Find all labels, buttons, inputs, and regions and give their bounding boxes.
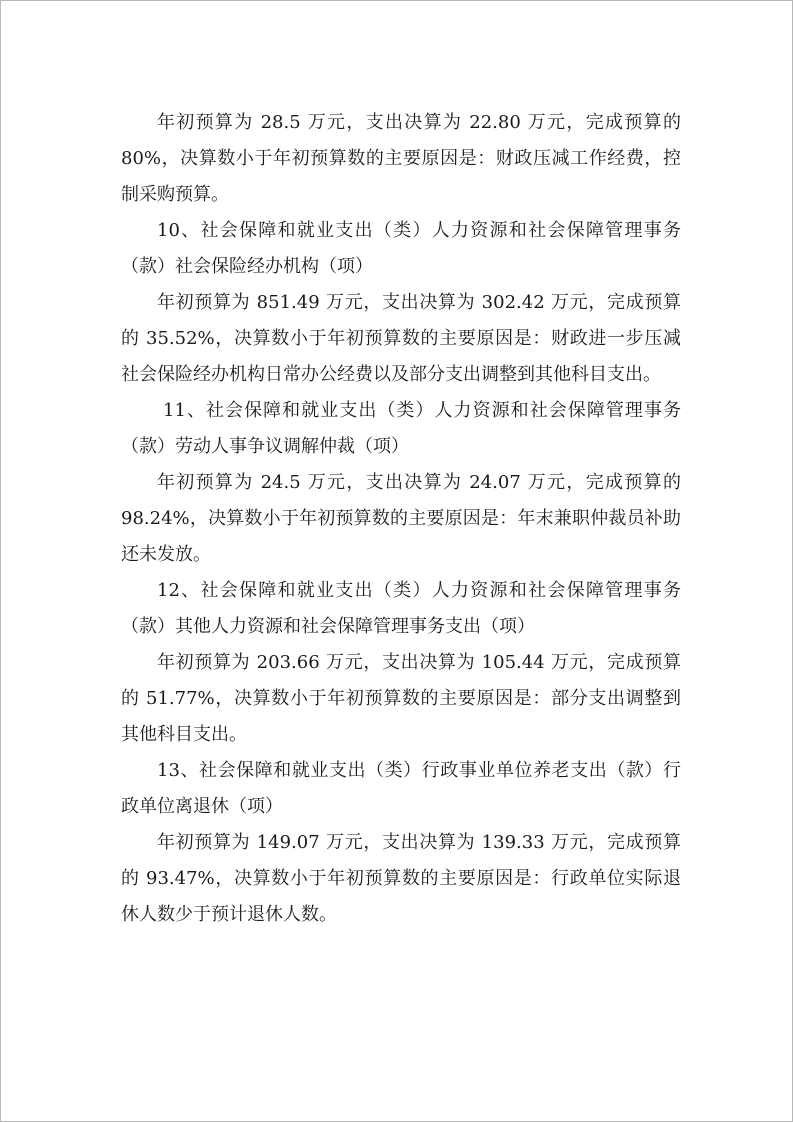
- paragraph-item-12-budget: 年初预算为 203.66 万元，支出决算为 105.44 万元，完成预算的 51.77%，决算数小于年初预算数的主要原因是：部分支出调整到其他科目支出。: [121, 652, 681, 745]
- paragraph-item-13-budget: 年初预算为 149.07 万元，支出决算为 139.33 万元，完成预算的 93.47%，决算数小于年初预算数的主要原因是：行政单位实际退休人数少于预计退休人数。: [121, 832, 681, 925]
- heading-item-12: 12、社会保障和就业支出（类）人力资源和社会保障管理事务（款）其他人力资源和社会保障管理事务支出（项）: [121, 580, 681, 637]
- paragraph-item-11-budget: 年初预算为 24.5 万元，支出决算为 24.07 万元，完成预算的 98.24%，决算数小于年初预算数的主要原因是：年末兼职仲裁员补助还未发放。: [121, 472, 681, 565]
- paragraph-item-10-budget: 年初预算为 851.49 万元，支出决算为 302.42 万元，完成预算的 35.52%，决算数小于年初预算数的主要原因是：财政进一步压减社会保险经办机构日常办公经费以及部分支出调整到其他科目支出。: [121, 292, 681, 385]
- paragraph-budget-summary: 年初预算为 28.5 万元，支出决算为 22.80 万元，完成预算的 80%，决算数小于年初预算数的主要原因是：财政压减工作经费，控制采购预算。: [121, 112, 681, 205]
- heading-item-13: 13、社会保障和就业支出（类）行政事业单位养老支出（款）行政单位离退休（项）: [121, 760, 681, 817]
- heading-item-10: 10、社会保障和就业支出（类）人力资源和社会保障管理事务（款）社会保险经办机构（项）: [121, 220, 681, 277]
- document-body: [121, 105, 681, 933]
- heading-item-11: 11、社会保障和就业支出（类）人力资源和社会保障管理事务（款）劳动人事争议调解仲裁（项）: [121, 400, 681, 457]
